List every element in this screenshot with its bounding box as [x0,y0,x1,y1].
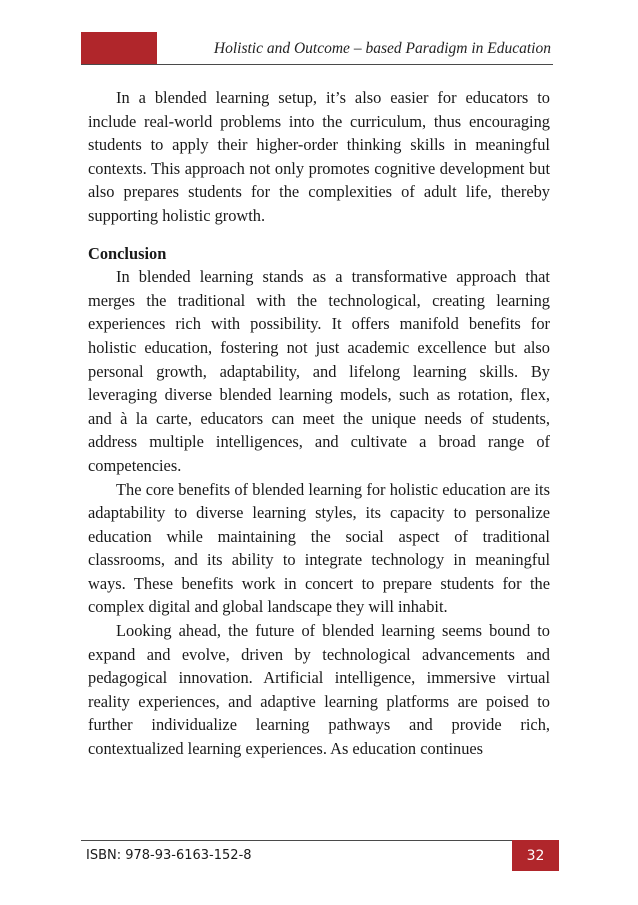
paragraph-core-benefits: The core benefits of blended learning for holistic education are its adaptability to diverse learning styles, its capacity to personalize education while maintaining the social aspect of traditional classrooms, and its ability to integrate technology in meaningful ways. These benefits work in concert to prepare students for the complex digital and global landscape they will inhabit. [88,479,550,617]
footer-divider [81,840,512,841]
footer-isbn: ISBN: 978-93-6163-152-8 [86,848,252,863]
header-divider [81,64,553,65]
paragraph-blended-setup: In a blended learning setup, it’s also easier for educators to include real-world problems into the curriculum, thus encouraging students to apply their higher-order thinking skills in meaningful contexts. This approach not only promotes cognitive development but also prepares students for the complexities of adult life, thereby supporting holistic growth. [88,88,550,225]
page-number-badge [512,840,559,871]
page-body [88,86,550,761]
page-number: 32 [526,847,545,864]
section-heading-conclusion: Conclusion [88,243,167,263]
running-header-title: Holistic and Outcome – based Paradigm in Education [213,40,551,57]
header-accent-block [81,32,157,64]
paragraph-looking-ahead: Looking ahead, the future of blended learning seems bound to expand and evolve, driven by technological advancements and pedagogical innovation. Artificial intelligence, immersive virtual reality experiences, and adaptive learning platforms are poised to further individualize learning pathways and provide rich, contextualized learning experiences. As education continues [88,621,550,759]
paragraph-conclusion-intro: In blended learning stands as a transformative approach that merges the traditional with the technological, creating learning experiences rich with possibility. It offers manifold benefits for holistic education, fostering not just academic excellence but also personal growth, adaptability, and lifelong learning skills. By leveraging diverse blended learning models, such as rotation, flex, and à la carte, educators can meet the unique needs of students, address multiple intelligences, and cultivate a broad range of competencies. [88,267,550,475]
